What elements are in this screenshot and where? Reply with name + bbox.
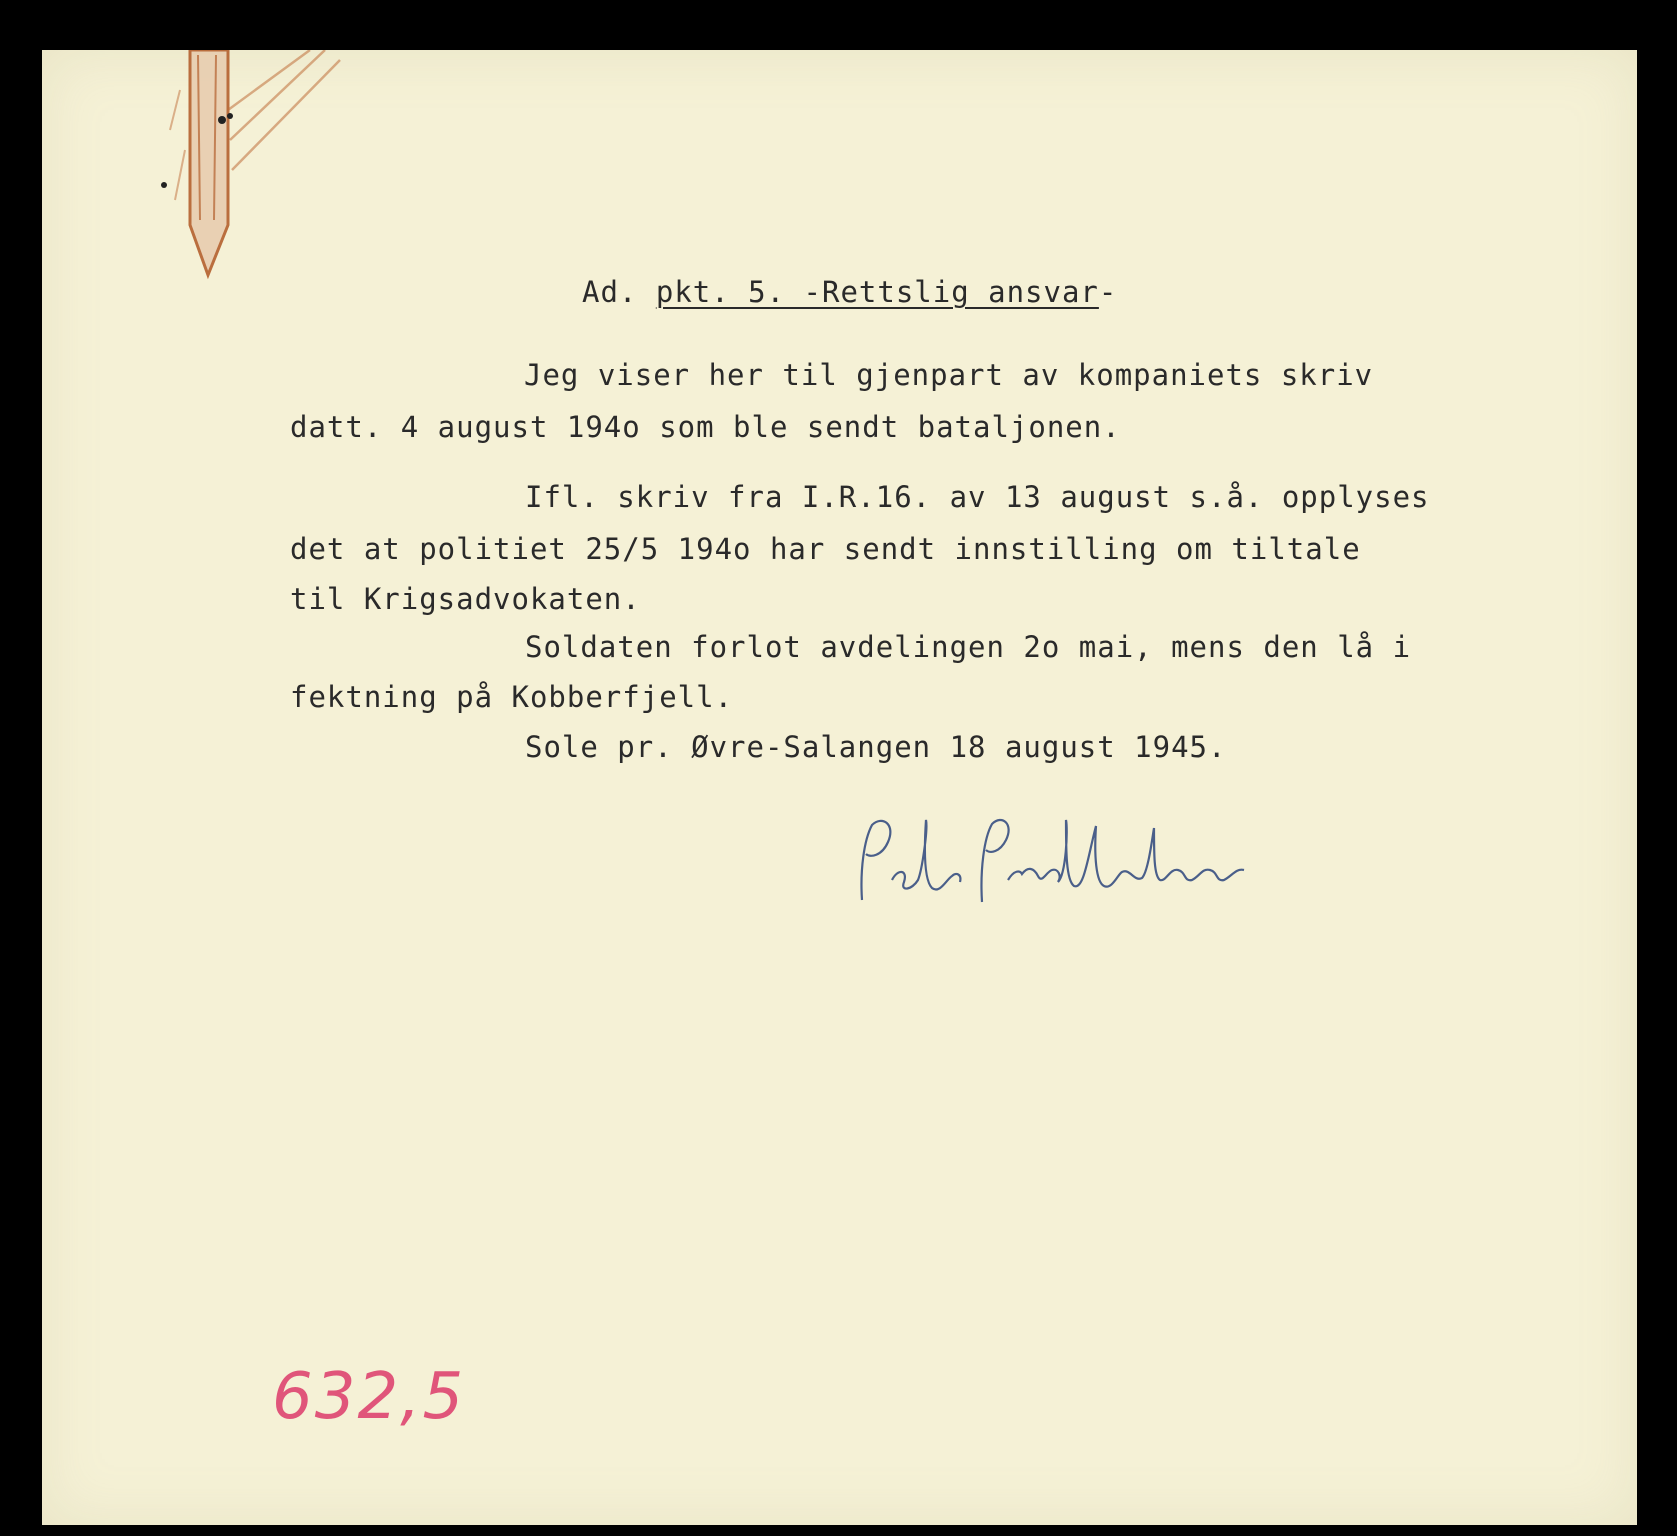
- body-line-3: Ifl. skriv fra I.R.16. av 13 august s.å. opplyses: [525, 480, 1430, 514]
- body-line-1: Jeg viser her til gjenpart av kompaniets skriv: [524, 358, 1374, 392]
- body-line-6: Soldaten forlot avdelingen 2o mai, mens den lå i: [525, 630, 1412, 664]
- heading-underlined: pkt. 5. -Rettslig ansvar: [655, 275, 1099, 309]
- place-date-line: Sole pr. Øvre-Salangen 18 august 1945.: [525, 730, 1227, 764]
- heading-prefix: Ad.: [582, 275, 638, 309]
- body-line-5: til Krigsadvokaten.: [290, 582, 641, 616]
- handwritten-signature: [852, 810, 1272, 920]
- rust-clip-mark: [150, 50, 350, 290]
- body-line-7: fektning på Kobberfjell.: [290, 680, 734, 714]
- pencil-page-number: 632,5: [272, 1360, 466, 1434]
- document-page: [42, 50, 1637, 1525]
- body-line-2: datt. 4 august 194o som ble sendt bataljonen.: [290, 410, 1121, 444]
- document-heading: [582, 275, 1117, 309]
- heading-suffix: -: [1098, 275, 1118, 309]
- body-line-4: det at politiet 25/5 194o har sendt innstilling om tiltale: [290, 532, 1361, 566]
